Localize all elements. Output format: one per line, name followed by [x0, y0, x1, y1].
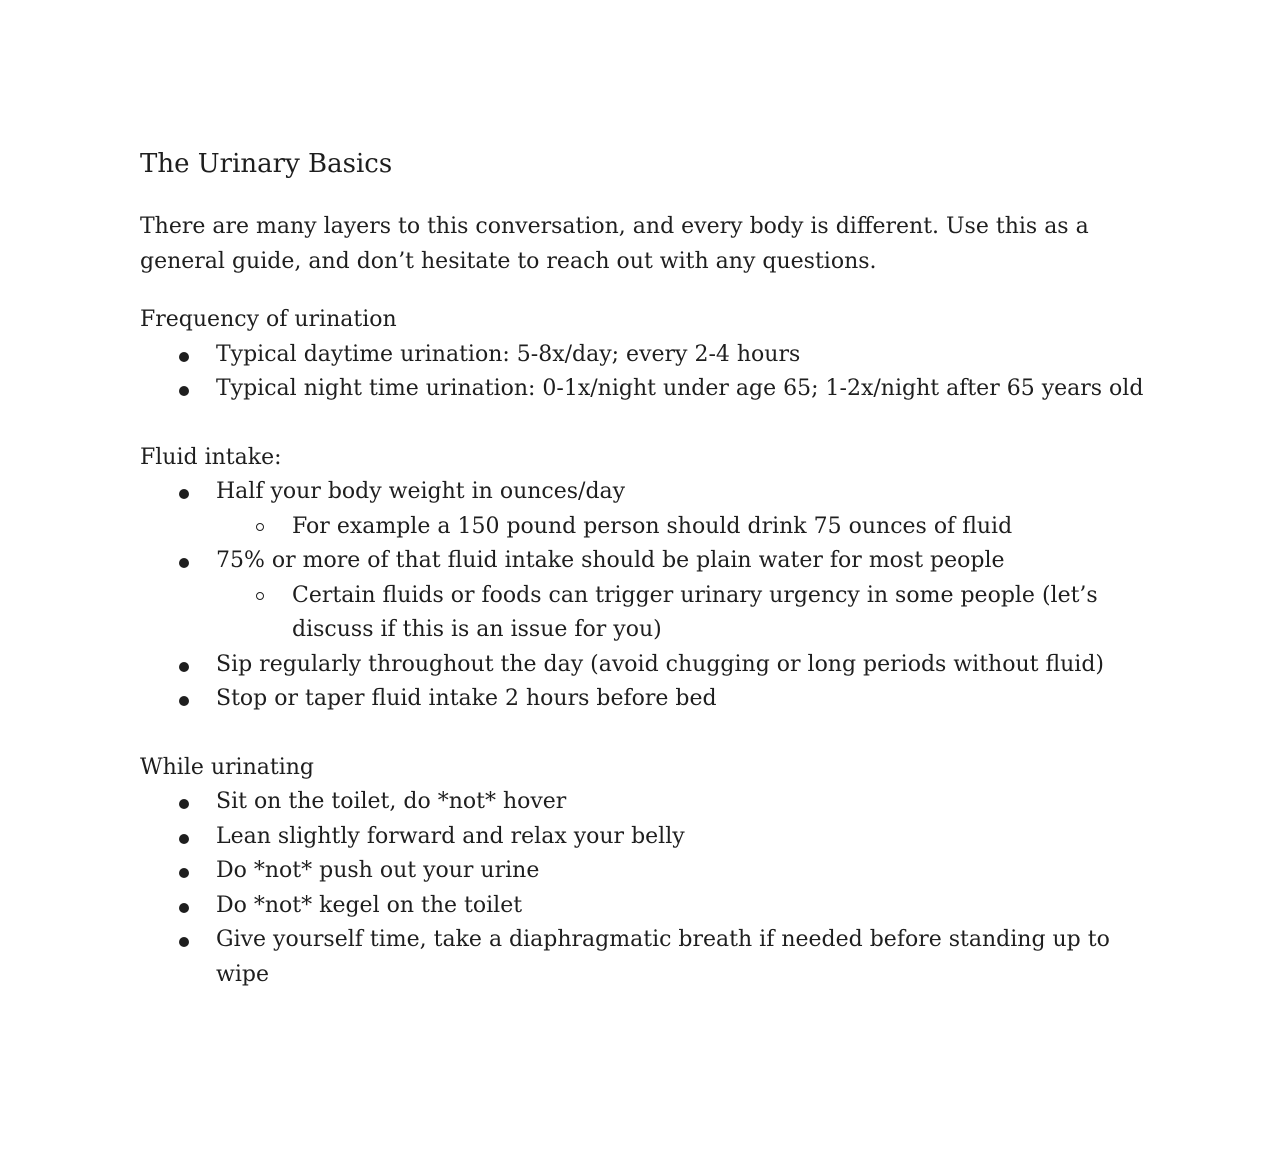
- sub-list: [216, 579, 1150, 648]
- sub-list-item: [140, 579, 1150, 648]
- bullet-icon: [179, 558, 189, 568]
- list-item-text: Typical night time urination: 0-1x/night under age 65; 1-2x/night after 65 years old: [216, 376, 1144, 401]
- list-item-text: Stop or taper fluid intake 2 hours before bed: [216, 686, 717, 711]
- bullet-icon: [179, 386, 189, 396]
- section-heading: While urinating: [140, 754, 315, 780]
- sub-list-item-text: For example a 150 pound person should drink 75 ounces of fluid: [292, 513, 1013, 539]
- bullet-icon: [179, 937, 189, 947]
- bullet-icon: [179, 799, 189, 809]
- section-while-urinating: [140, 751, 1150, 993]
- section-frequency: [140, 303, 1150, 407]
- list-item: [140, 785, 1150, 820]
- bullet-icon: [179, 903, 189, 913]
- list-item: [140, 475, 1150, 544]
- hollow-bullet-icon: [256, 523, 264, 531]
- page-title: The Urinary Basics: [140, 149, 393, 179]
- document-page: [140, 146, 1150, 1026]
- list-item: [140, 544, 1150, 648]
- section-fluid-intake: [140, 441, 1150, 717]
- bullet-icon: [179, 662, 189, 672]
- list-item: [140, 923, 1150, 992]
- bullet-list: [140, 338, 1150, 407]
- list-item-text: Do *not* push out your urine: [216, 858, 540, 883]
- list-item: [140, 682, 1150, 717]
- list-item-text: Give yourself time, take a diaphragmatic breath if needed before standing up to wipe: [216, 927, 1110, 987]
- bullet-list: [140, 475, 1150, 717]
- list-item: [140, 372, 1150, 407]
- section-heading: Frequency of urination: [140, 307, 397, 332]
- list-item: [140, 338, 1150, 373]
- bullet-list: [140, 785, 1150, 992]
- intro-paragraph: There are many layers to this conversation, and every body is different. Use this as a general guide, and don’t hesitate to reach out with any questions.: [140, 214, 1089, 274]
- list-item-text: Typical daytime urination: 5-8x/day; every 2-4 hours: [216, 341, 801, 367]
- list-item-text: Lean slightly forward and relax your belly: [216, 823, 685, 849]
- list-item-text: Sit on the toilet, do *not* hover: [216, 789, 567, 814]
- list-item-text: Half your body weight in ounces/day: [216, 479, 626, 504]
- sub-list-item: [140, 510, 1150, 545]
- list-item-text: 75% or more of that fluid intake should be plain water for most people: [216, 548, 1005, 573]
- list-item: [140, 648, 1150, 683]
- bullet-icon: [179, 696, 189, 706]
- bullet-icon: [179, 352, 189, 362]
- bullet-icon: [179, 834, 189, 844]
- sub-list: [216, 510, 1150, 545]
- bullet-icon: [179, 868, 189, 878]
- list-item: [140, 889, 1150, 924]
- sub-list-item-text: Certain fluids or foods can trigger urinary urgency in some people (let’s discuss if this is an issue for you): [292, 582, 1098, 642]
- list-item-text: Do *not* kegel on the toilet: [216, 892, 523, 918]
- hollow-bullet-icon: [256, 592, 264, 600]
- bullet-icon: [179, 489, 189, 499]
- list-item: [140, 854, 1150, 889]
- section-heading: Fluid intake:: [140, 444, 282, 470]
- list-item-text: Sip regularly throughout the day (avoid chugging or long periods without fluid): [216, 651, 1104, 677]
- list-item: [140, 820, 1150, 855]
